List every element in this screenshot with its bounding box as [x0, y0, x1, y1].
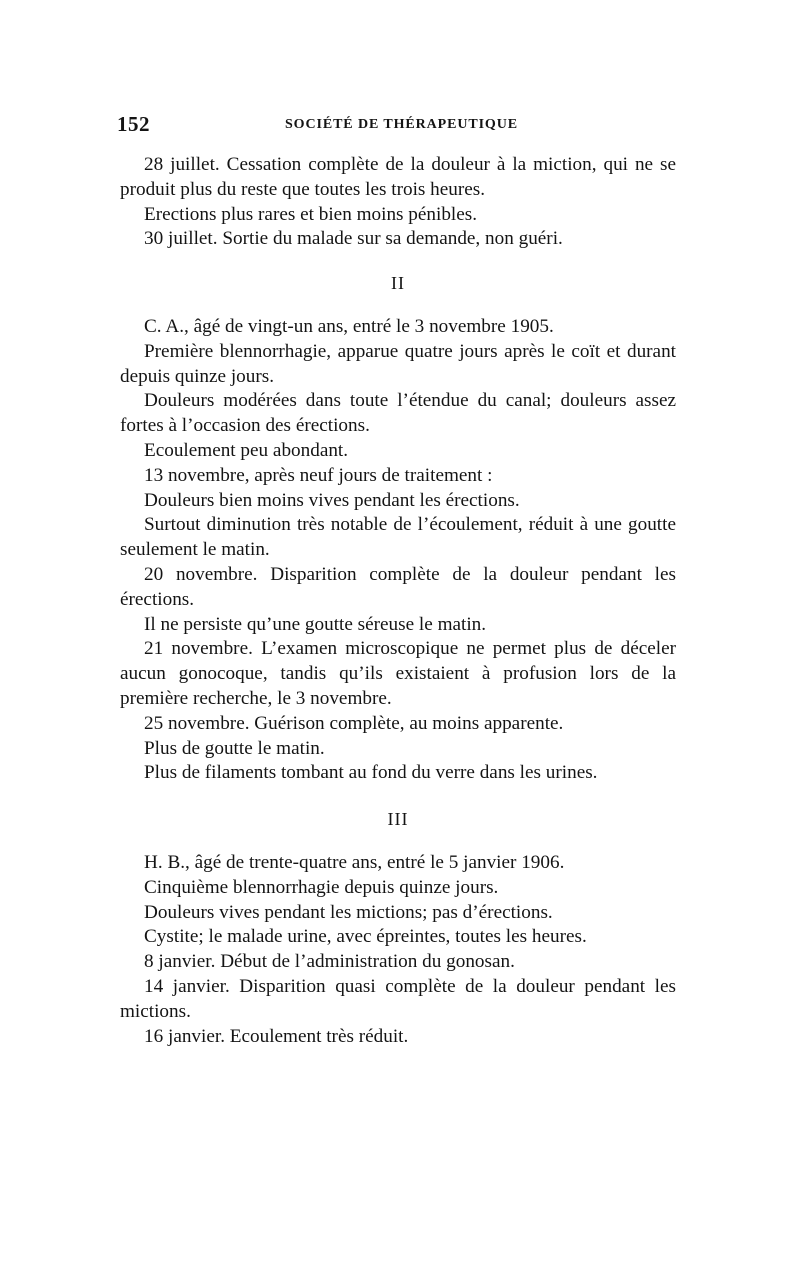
- paragraph: 21 novembre. L’examen microscopique ne permet plus de déceler aucun gonocoque, tandis qu’ils existaient à profusion lors de la première recherche, le 3 novembre.: [120, 638, 676, 709]
- page-body: [120, 153, 676, 1049]
- paragraph: Cinquième blennorrhagie depuis quinze jours.: [144, 876, 499, 898]
- paragraph: 8 janvier. Début de l’administration du gonosan.: [144, 951, 515, 973]
- paragraph: Douleurs bien moins vives pendant les érections.: [144, 489, 520, 511]
- paragraph: Il ne persiste qu’une goutte séreuse le matin.: [144, 613, 487, 635]
- paragraph: 16 janvier. Ecoulement très réduit.: [144, 1025, 409, 1047]
- paragraph: 25 novembre. Guérison complète, au moins apparente.: [144, 712, 564, 734]
- paragraph: Ecoulement peu abondant.: [144, 439, 349, 461]
- paragraph: 28 juillet. Cessation complète de la douleur à la miction, qui ne se produit plus du reste que toutes les trois heures.: [120, 154, 676, 200]
- paragraph: 30 juillet. Sortie du malade sur sa demande, non guéri.: [144, 228, 563, 250]
- running-head: SOCIÉTÉ DE THÉRAPEUTIQUE: [285, 117, 518, 132]
- section-heading-ii: II: [391, 273, 405, 294]
- paragraph: Erections plus rares et bien moins pénibles.: [144, 203, 478, 225]
- paragraph: Plus de filaments tombant au fond du verre dans les urines.: [144, 762, 598, 784]
- paragraph: Douleurs vives pendant les mictions; pas d’érections.: [144, 901, 553, 923]
- paragraph: Surtout diminution très notable de l’écoulement, réduit à une goutte seulement le matin.: [120, 514, 676, 561]
- page-number: 152: [117, 112, 150, 136]
- paragraph: Douleurs modérées dans toute l’étendue du canal; douleurs assez fortes à l’occasion des érections.: [120, 390, 676, 437]
- paragraph: H. B., âgé de trente-quatre ans, entré le 5 janvier 1906.: [144, 851, 565, 873]
- paragraph: Cystite; le malade urine, avec épreintes, toutes les heures.: [144, 926, 587, 948]
- paragraph: 13 novembre, après neuf jours de traitement :: [144, 464, 493, 486]
- paragraph: Première blennorrhagie, apparue quatre jours après le coït et durant depuis quinze jours.: [120, 340, 676, 387]
- section-heading-iii: III: [387, 809, 409, 830]
- paragraph: C. A., âgé de vingt-un ans, entré le 3 novembre 1905.: [144, 315, 554, 337]
- paragraph: 14 janvier. Disparition quasi complète de la douleur pendant les mictions.: [120, 975, 676, 1022]
- page-header: [117, 112, 677, 140]
- paragraph: Plus de goutte le matin.: [144, 737, 325, 759]
- paragraph: 20 novembre. Disparition complète de la douleur pendant les érections.: [120, 563, 676, 610]
